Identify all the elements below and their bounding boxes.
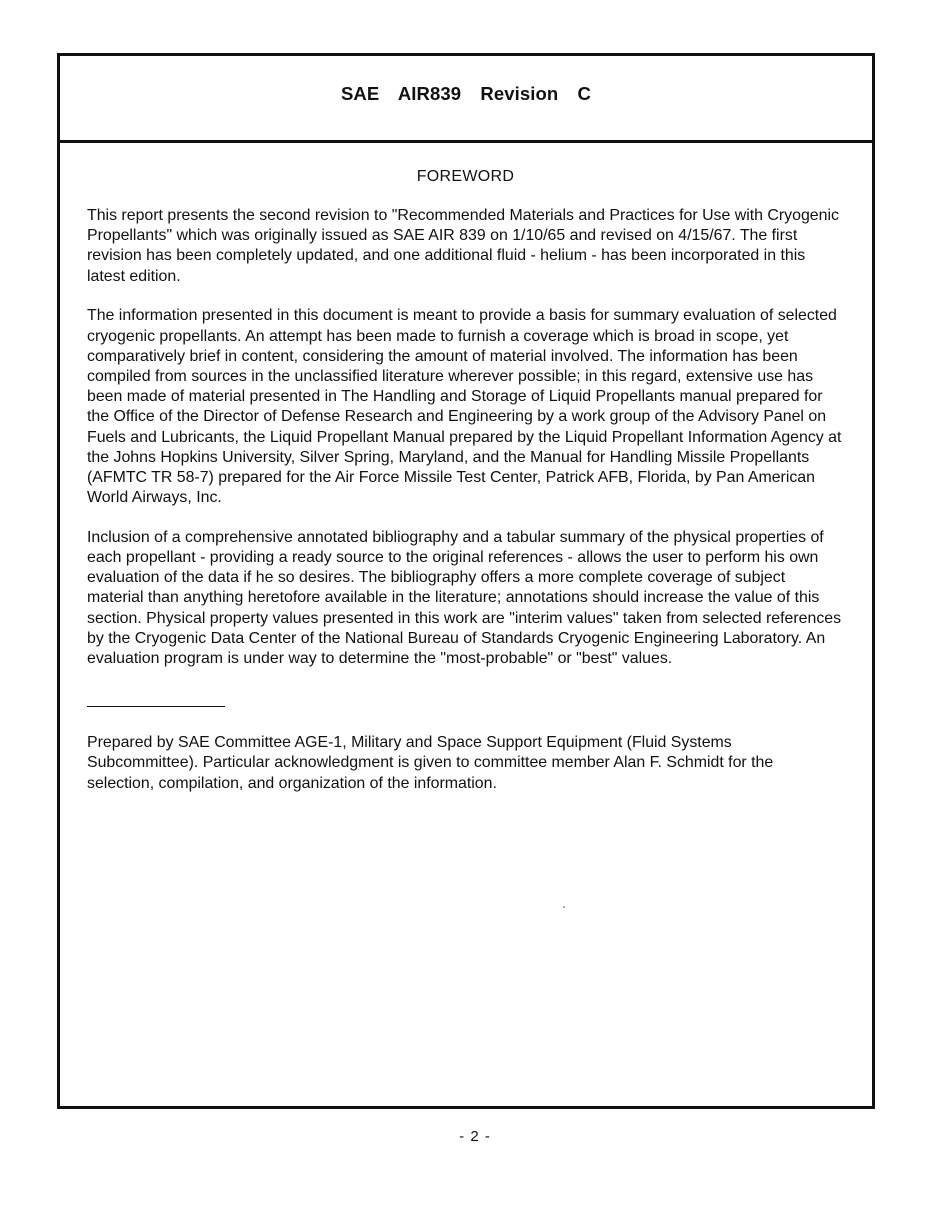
foreword-paragraph-1: This report presents the second revision to "Recommended Materials and Practices for Use with Cryogenic Propellants" which was originally issued as SAE AIR 839 on 1/10/65 and revised on 4/15/67. The first revision has been completely updated, and one additional fluid - helium - has been incorporated in this latest edition.: [87, 207, 839, 285]
footnote-divider: [87, 706, 225, 707]
document-title: SAE AIR839 Revision C: [340, 83, 592, 104]
page-number: - 2 -: [459, 1128, 491, 1145]
foreword-paragraph-3: Inclusion of a comprehensive annotated bibliography and a tabular summary of the physical properties of each propellant - providing a ready source to the original references - allows the user to perform his own evaluation of the data if he so desires. The bibliography offers a more complete coverage of subject material than anything heretofore available in the literature; annotations should increase the value of this section. Physical property values presented in this work are "interim values" taken from selected references by the Cryogenic Data Center of the National Bureau of Standards Cryogenic Engineering Laboratory. An evaluation program is under way to determine the "most-probable" or "best" values.: [87, 528, 842, 668]
foreword-heading: FOREWORD: [416, 168, 515, 185]
header-band: [60, 56, 872, 143]
scan-speck: [563, 906, 565, 908]
page-frame: [57, 53, 875, 1109]
foreword-section: [87, 168, 844, 813]
footnote-text: Prepared by SAE Committee AGE-1, Military and Space Support Equipment (Fluid Systems Subcommittee). Particular acknowledgment is given to committee member Alan F. Schmidt for the selection, compilation, and organization of the information.: [87, 734, 774, 792]
foreword-paragraph-2: The information presented in this document is meant to provide a basis for summary evaluation of selected cryogenic propellants. An attempt has been made to furnish a coverage which is broad in scope, yet comparatively brief in content, considering the amount of material involved. The information has been compiled from sources in the unclassified literature wherever possible; in this regard, extensive use has been made of material presented in The Handling and Storage of Liquid Propellants manual prepared for the Office of the Director of Defense Research and Engineering by a work group of the Advisory Panel on Fuels and Lubricants, the Liquid Propellant Manual prepared by the Liquid Propellant Information Agency at the Johns Hopkins University, Silver Spring, Maryland, and the Manual for Handling Missile Propellants (AFMTC TR 58-7) prepared for the Air Force Missile Test Center, Patrick AFB, Florida, by Pan American World Airways, Inc.: [87, 307, 842, 507]
